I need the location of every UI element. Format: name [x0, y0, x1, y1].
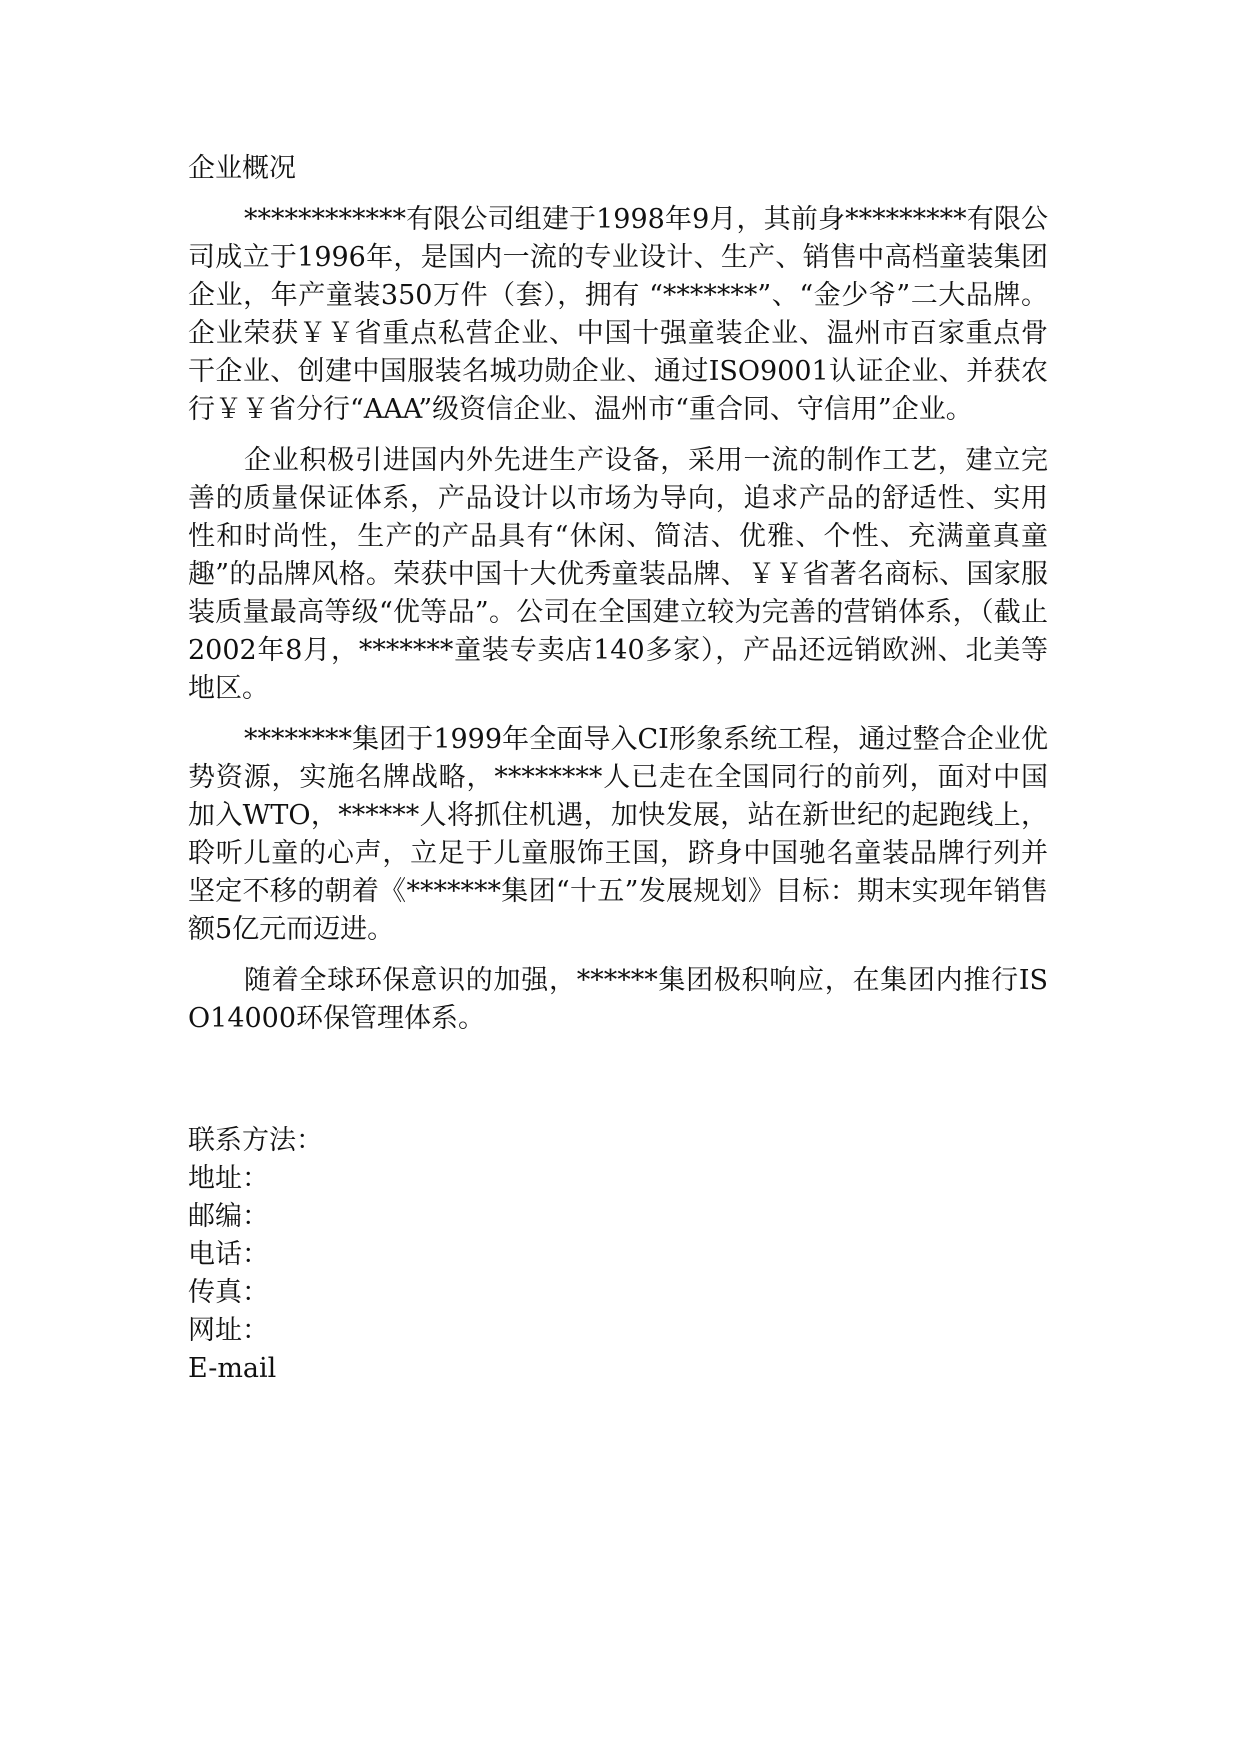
contact-address-label: 地址： — [188, 1163, 269, 1194]
contact-website-label: 网址： — [188, 1315, 269, 1346]
contact-phone-label: 电话： — [188, 1239, 269, 1270]
contact-email-label: E-mail — [188, 1353, 277, 1384]
paragraph-environment: 随着全球环保意识的加强，******集团极积响应，在集团内推行ISO14000环保管理体系。 — [188, 965, 1048, 1034]
page-title: 企业概况 — [188, 153, 296, 184]
paragraph-company-intro: ************有限公司组建于1998年9月，其前身*********有限公司成立于1996年，是国内一流的专业设计、生产、销售中高档童装集团企业，年产童装350万件（套），拥有 “*******”、“金少爷”二大品牌。企业荣获￥￥省重点私营企业、中国十强童装企业、温州市百家重点骨干企业、创建中国服装名城功勋企业、通过ISO9001认证企业、并获农行￥￥省分行“AAA”级资信企业、温州市“重合同、守信用”企业。 — [188, 204, 1048, 425]
paragraph-ci-strategy: ********集团于1999年全面导入CI形象系统工程，通过整合企业优势资源，实施名牌战略，********人已走在全国同行的前列，面对中国加入WTO，******人将抓住机遇，加快发展，站在新世纪的起跑线上，聆听儿童的心声，立足于儿童服饰王国，跻身中国驰名童装品牌行列并坚定不移的朝着《*******集团“十五”发展规划》目标：期末实现年销售额5亿元而迈进。 — [188, 724, 1048, 945]
paragraph-production-quality: 企业积极引进国内外先进生产设备，采用一流的制作工艺，建立完善的质量保证体系，产品设计以市场为导向，追求产品的舒适性、实用性和时尚性，生产的产品具有“休闲、简洁、优雅、个性、充满童真童趣”的品牌风格。荣获中国十大优秀童装品牌、￥￥省著名商标、国家服装质量最高等级“优等品”。公司在全国建立较为完善的营销体系，（截止2002年8月，*******童装专卖店140多家），产品还远销欧洲、北美等地区。 — [188, 445, 1048, 704]
contact-section — [188, 1122, 1048, 1388]
document-body — [188, 150, 1048, 1388]
contact-fax-label: 传真： — [188, 1277, 269, 1308]
contact-heading: 联系方法： — [188, 1125, 323, 1156]
contact-postcode-label: 邮编： — [188, 1201, 269, 1232]
